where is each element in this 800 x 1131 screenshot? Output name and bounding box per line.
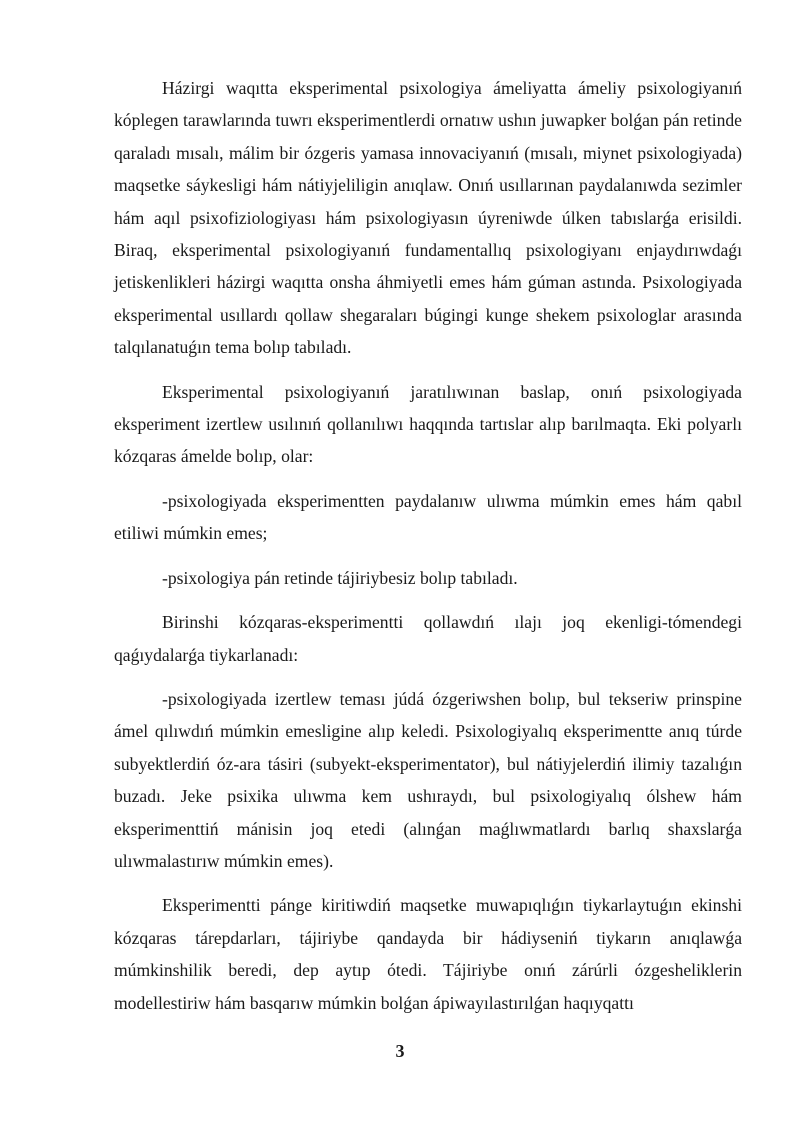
paragraph-2: Eksperimental psixologiyanıń jaratılıwınan baslap, onıń psixologiyada eksperiment izertlew usılınıń qollanılıwı haqqında tartıslar alıp barılmaqta. Eki polyarlı kózqaras ámelde bolıp, olar: — [114, 381, 742, 467]
paragraph-3: -psixologiyada eksperimentten paydalanıw ulıwma múmkin emes hám qabıl etiliwi múmkin emes; — [114, 490, 742, 544]
document-body — [114, 72, 742, 1031]
paragraph-5: Birinshi kózqaras-eksperimentti qollawdıń ılajı joq ekenligi-tómendegi qaǵıydalarǵa tiykarlanadı: — [114, 612, 742, 665]
paragraph-7: Eksperimentti pánge kiritiwdiń maqsetke muwapıqlıǵın tiykarlaytuǵın ekinshi kózqaras tárepdarları, tájiriybe qandayda bir hádiyseniń tiykarın anıqlawǵa múmkinshilik beredi, dep aytıp ótedi. Tájiriybe onıń zárúrli ózgesheliklerin modellestiriw hám basqarıw múmkin bolǵan ápiwayılastırılǵan haqıyqattı — [114, 895, 742, 1013]
paragraph-1: Házirgi waqıtta eksperimental psixologiya ámeliyatta ámeliy psixologiyanıń kóplegen tarawlarında tuwrı eksperimentlerdi ornatıw ushın juwapker bolǵan pán retinde qaraladı mısalı, málim bir ózgeris yamasa innovaciyanıń (mısalı, miynet psixologiyada) maqsetke sáykesligi hám nátiyjeliligin anıqlaw. Onıń usıllarınan paydalanıwda sezimler hám aqıl psixofiziologiyası hám psixologiyasın úyreniwde úlken tabıslarǵa erisildi. Biraq, eksperimental psixologiyanıń fundamentallıq psixologiyanı enjaydırıwdaǵı jetiskenlikleri házirgi waqıtta onsha áhmiyetli emes hám gúman astında. Psixologiyada eksperimental usıllardı qollaw shegaraları búgingi kunge shekem psixologlar arasında talqılanatuǵın tema bolıp tabıladı. — [114, 78, 742, 358]
page-number: 3 — [395, 1041, 405, 1061]
paragraph-4: -psixologiya pán retinde tájiriybesiz bolıp tabıladı. — [162, 567, 518, 588]
paragraph-6: -psixologiyada izertlew teması júdá ózgeriwshen bolıp, bul tekseriw prinspine ámel qılıwdıń múmkin emesligine alıp keledi. Psixologiyalıq eksperimentte anıq túrde subyektlerdiń óz-ara tásiri (subyekt-eksperimentator), bul nátiyjelerdiń ilimiy tazalıǵın buzadı. Jeke psixika ulıwma kem ushıraydı, bul psixologiyalıq ólshew hám eksperimenttiń mánisin joq etedi (alınǵan maǵlıwmatlardı barlıq shaxslarǵa ulıwmalastırıw múmkin emes). — [114, 688, 742, 871]
